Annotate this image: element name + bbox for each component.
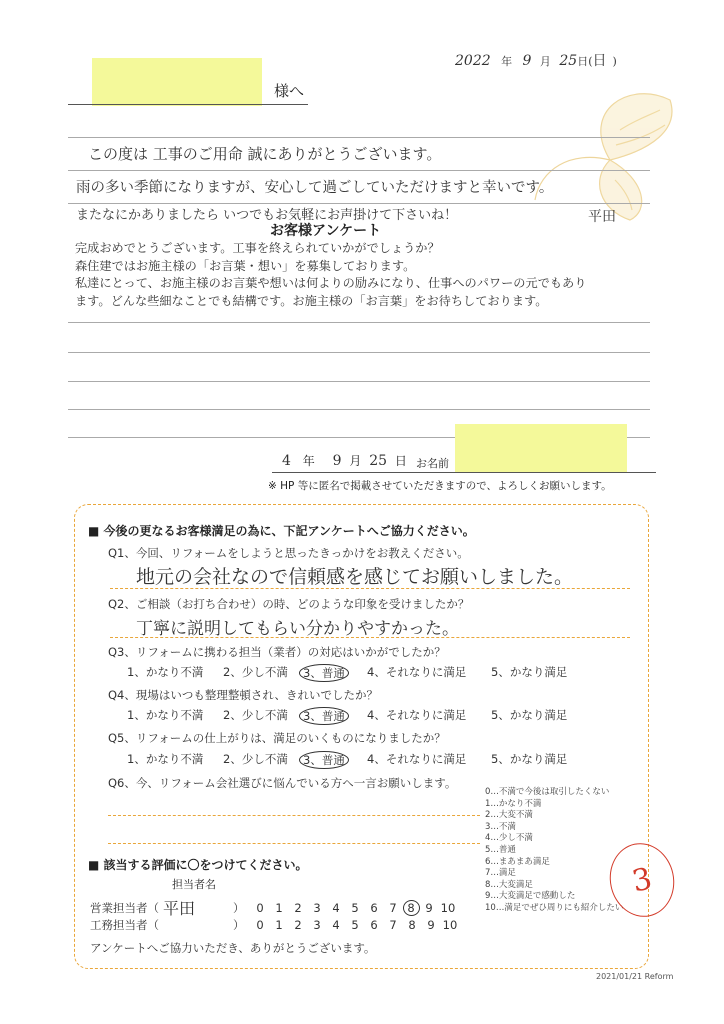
works-staff-row — [90, 917, 460, 933]
q4-option-2[interactable]: 2、少し不満 — [223, 708, 288, 722]
blank-line-1 — [68, 322, 650, 323]
answer-1: 地元の会社なので信頼感を感じてお願いしました。 — [136, 566, 574, 588]
addressee-underline — [68, 104, 308, 105]
q5-option-3[interactable] — [299, 751, 367, 769]
signoff-name-label: お名前 — [416, 457, 449, 470]
legend-item: 3…不満 — [485, 821, 516, 832]
rating-heading: ■ 該当する評価に〇をつけてください。 — [88, 858, 308, 872]
date-year: 2022 — [455, 53, 491, 69]
works-score-4[interactable]: 4 — [332, 918, 340, 932]
intro-text — [75, 240, 586, 310]
works-score-9[interactable]: 9 — [427, 918, 435, 932]
question-6: Q6、今、リフォーム会社選びに悩んでいる方へ一言お願いします。 — [108, 776, 457, 790]
sales-score-6[interactable]: 6 — [370, 900, 378, 915]
q4-option-3-selected: 3、普通 — [299, 707, 349, 725]
signoff-month-unit: 月 — [349, 454, 362, 468]
signoff-month: 9 — [332, 453, 342, 469]
intro-line-1: 完成おめでとうございます。工事を終えられていかがでしょうか？ — [75, 241, 440, 255]
message-signature: 平田 — [588, 209, 616, 225]
q4-options — [127, 707, 567, 725]
message-line-3: またなにかありましたら いつでもお気軽にお声掛けて下さいね！ — [76, 208, 458, 223]
works-score-10[interactable]: 10 — [442, 918, 458, 932]
answer-6-line-1 — [108, 815, 480, 816]
answer-2: 丁寧に説明してもらい分かりやすかった。 — [136, 619, 459, 639]
questionnaire-heading: ■ 今後の更なるお客様満足の為に、下記アンケートへご協力ください。 — [88, 524, 475, 538]
works-score-3[interactable]: 3 — [313, 918, 321, 932]
q3-option-3[interactable] — [299, 664, 367, 682]
signoff-date — [282, 452, 407, 469]
works-staff-close: ） — [233, 918, 245, 932]
date-month: 9 — [522, 53, 532, 69]
signoff-note: ※ HP 等に匿名で掲載させていただきますので、よろしくお願いします。 — [268, 480, 612, 492]
sales-score-scale — [251, 900, 458, 916]
addressee-name-redaction — [92, 58, 262, 106]
date-weekday: 日 — [592, 53, 607, 69]
works-score-7[interactable]: 7 — [389, 918, 397, 932]
legend-item: 7…満足 — [485, 868, 516, 879]
sales-score-1[interactable]: 1 — [275, 900, 283, 915]
works-score-8[interactable]: 8 — [408, 918, 416, 932]
legend-item: 1…かなり不満 — [485, 798, 542, 809]
legend-item: 10…満足でぜひ周りにも紹介したい — [485, 902, 624, 913]
sales-score-2[interactable]: 2 — [294, 900, 302, 915]
signoff-year-unit: 年 — [302, 454, 315, 468]
legend-item: 4…少し不満 — [485, 833, 533, 844]
question-5: Q5、リフォームの仕上がりは、満足のいくものになりましたか？ — [108, 731, 446, 745]
q5-option-2[interactable]: 2、少し不満 — [223, 752, 288, 766]
sales-staff-row — [90, 896, 458, 919]
sales-staff-label: 営業担当者（ — [90, 900, 159, 915]
signoff-day: 25 — [369, 453, 388, 469]
intro-line-3: 私達にとって、お施主様のお言葉や想いは何よりの励みになり、仕事へのパワーの元でもあり — [75, 276, 587, 290]
sales-staff-close: ） — [233, 900, 245, 915]
date-day: 25 — [559, 53, 578, 69]
intro-line-4: ます。どんな些細なことでも結構です。お施主様の「お言葉」をお待ちしております。 — [75, 293, 548, 308]
message-rule-1 — [68, 137, 650, 138]
survey-title: お客様アンケート — [270, 223, 382, 239]
legend-item: 0…不満で今後は取引したくない — [485, 787, 610, 797]
q4-option-1[interactable]: 1、かなり不満 — [127, 708, 204, 722]
q5-option-5[interactable]: 5、かなり満足 — [491, 752, 568, 766]
legend-item: 2…大変不満 — [485, 810, 533, 821]
sales-staff-name: 平田 — [163, 899, 196, 918]
sales-score-8-selected[interactable]: 8 — [403, 900, 420, 916]
q4-option-4[interactable]: 4、それなりに満足 — [367, 708, 467, 722]
works-score-6[interactable]: 6 — [370, 918, 378, 932]
header-date — [455, 50, 617, 70]
q4-option-5[interactable]: 5、かなり満足 — [491, 708, 568, 722]
q3-option-3-selected: 3、普通 — [299, 664, 349, 682]
works-staff-label: 工務担当者（ — [90, 918, 159, 932]
works-score-2[interactable]: 2 — [294, 918, 302, 932]
addressee-suffix: 様へ — [274, 82, 305, 100]
date-day-unit: 日( — [577, 55, 593, 68]
message-rule-2 — [68, 170, 650, 171]
legend-item: 5…普通 — [485, 844, 516, 855]
q3-option-1[interactable]: 1、かなり不満 — [127, 665, 204, 679]
staff-name-header: 担当者名 — [172, 878, 216, 891]
question-3: Q3、リフォームに携わる担当（業者）の対応はいかがでしたか？ — [108, 645, 446, 659]
date-month-unit: 月 — [539, 55, 551, 68]
q3-option-5[interactable]: 5、かなり満足 — [491, 665, 568, 679]
sales-score-0[interactable]: 0 — [256, 900, 264, 915]
q5-option-1[interactable]: 1、かなり不満 — [127, 752, 204, 766]
q4-option-3[interactable] — [299, 707, 367, 725]
question-1: Q1、今回、リフォームをしようと思ったきっかけをお教えください。 — [108, 546, 469, 560]
sales-score-3[interactable]: 3 — [313, 900, 321, 915]
works-score-5[interactable]: 5 — [351, 918, 359, 932]
q3-options — [127, 664, 567, 682]
date-year-unit: 年 — [501, 55, 513, 68]
signoff-year: 4 — [282, 453, 291, 469]
sales-score-7[interactable]: 7 — [389, 900, 397, 915]
sales-score-4[interactable]: 4 — [332, 900, 340, 915]
blank-line-4 — [68, 409, 650, 410]
overall-rating-value: 3 — [629, 860, 655, 900]
q5-option-4[interactable]: 4、それなりに満足 — [367, 752, 467, 766]
works-score-1[interactable]: 1 — [275, 918, 283, 932]
answer-1-line — [110, 588, 630, 589]
question-4: Q4、現場はいつも整理整頓され、きれいでしたか？ — [108, 688, 379, 702]
legend-item: 9…大変満足で感動した — [485, 891, 576, 902]
q5-options — [127, 751, 567, 769]
works-score-0[interactable]: 0 — [256, 918, 264, 932]
answer-2-line — [110, 637, 630, 638]
intro-line-2: 森住建ではお施主様の「お言葉・想い」を募集しております。 — [75, 258, 416, 273]
works-score-scale — [251, 918, 460, 932]
q3-option-2[interactable]: 2、少し不満 — [223, 665, 288, 679]
thanks-text: アンケートへご協力いただき、ありがとうございます。 — [90, 941, 376, 955]
blank-line-2 — [68, 352, 650, 353]
blank-line-3 — [68, 381, 650, 382]
signoff-name-redaction — [455, 424, 627, 472]
sales-score-9[interactable]: 9 — [425, 900, 433, 915]
signoff-day-unit: 日 — [394, 454, 407, 468]
question-2: Q2、ご相談（お打ち合わせ）の時、どのような印象を受けましたか？ — [108, 597, 470, 611]
message-line-1: この度は 工事のご用命 誠にありがとうございます。 — [88, 145, 442, 163]
date-close: ) — [612, 55, 617, 68]
legend-item: 6…まあまあ満足 — [485, 856, 550, 867]
sales-score-5[interactable]: 5 — [351, 900, 359, 915]
rating-legend — [485, 787, 623, 915]
signoff-underline — [272, 472, 656, 473]
legend-item: 8…大変満足 — [485, 879, 533, 890]
answer-6-line-2 — [108, 843, 480, 844]
q5-option-3-selected: 3、普通 — [299, 751, 349, 769]
q3-option-4[interactable]: 4、それなりに満足 — [367, 665, 467, 679]
sales-score-10[interactable]: 10 — [440, 900, 456, 915]
message-line-2: 雨の多い季節になりますが、安心して過ごしていただけますと幸いです。 — [76, 180, 554, 196]
footer-code: 2021/01/21 Reform — [596, 972, 674, 981]
